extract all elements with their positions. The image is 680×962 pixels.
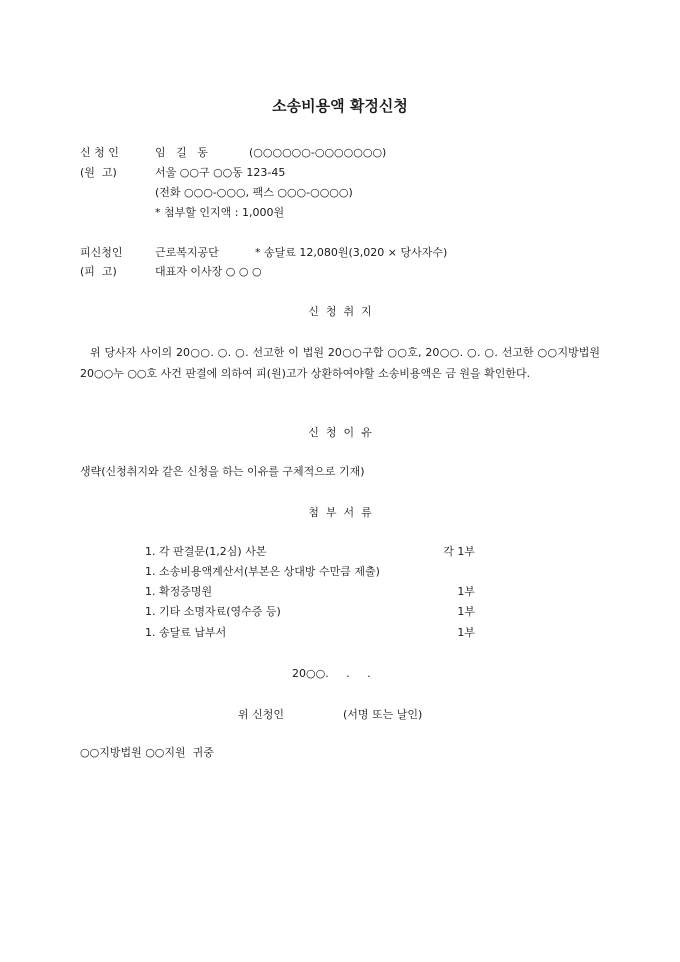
signature-label: 위 신청인	[238, 708, 285, 721]
attachment-item-3-label: 1. 확정증명원	[145, 585, 213, 598]
attachments-heading: 첨 부 서 류	[308, 506, 372, 519]
attachment-item-1-label: 1. 각 판결문(1,2심) 사본	[145, 545, 267, 558]
respondent-representative: 대표자 이사장 ○ ○ ○	[155, 265, 262, 278]
purpose-heading: 신 청 취 지	[308, 305, 372, 318]
signature-note: (서명 또는 날인)	[343, 708, 423, 721]
attachment-item-4-label: 1. 기타 소명자료(영수증 등)	[145, 605, 281, 618]
attachment-item-5-count: 1부	[457, 626, 475, 639]
attachment-item-5-label: 1. 송달료 납부서	[145, 626, 227, 639]
purpose-text: 위 당사자 사이의 20○○. ○. ○. 선고한 이 법원 20○○구합 ○○호, 20○○. ○. ○. 선고한 ○○지방법원 20○○누 ○○호 사건 판결에 의하여 피(원)고가 상환하여야할 소송비용액은 금 원을 확인한다.	[80, 346, 600, 380]
attachment-item-4-count: 1부	[457, 605, 475, 618]
attachment-item-1-count: 각 1부	[443, 545, 475, 558]
applicant-stamp-fee: * 첨부할 인지액 : 1,000원	[155, 206, 285, 219]
court-addressee: ○○지방법원 ○○지원 귀중	[80, 746, 214, 759]
applicant-role-label: 신 청 인	[80, 146, 119, 159]
reason-heading: 신 청 이 유	[308, 426, 372, 439]
document-date: 20○○. . .	[292, 667, 371, 680]
applicant-address: 서울 ○○구 ○○동 123-45	[155, 166, 286, 179]
respondent-name: 근로복지공단	[155, 246, 219, 259]
respondent-role-label: 피신청인	[80, 246, 123, 259]
applicant-name: 임 길 동	[155, 146, 208, 159]
applicant-id-number: (○○○○○○-○○○○○○○)	[249, 146, 387, 159]
respondent-position-label: (피 고)	[80, 265, 117, 278]
document-title: 소송비용액 확정신청	[272, 97, 408, 115]
applicant-contact: (전화 ○○○-○○○, 팩스 ○○○-○○○○)	[155, 186, 353, 199]
applicant-position-label: (원 고)	[80, 166, 117, 179]
respondent-delivery-fee: * 송달료 12,080원(3,020 × 당사자수)	[255, 246, 448, 259]
reason-text: 생략(신청취지와 같은 신청을 하는 이유를 구체적으로 기재)	[80, 465, 365, 478]
attachment-item-3-count: 1부	[457, 585, 475, 598]
attachment-item-2-label: 1. 소송비용액계산서(부본은 상대방 수만큼 제출)	[145, 565, 380, 578]
